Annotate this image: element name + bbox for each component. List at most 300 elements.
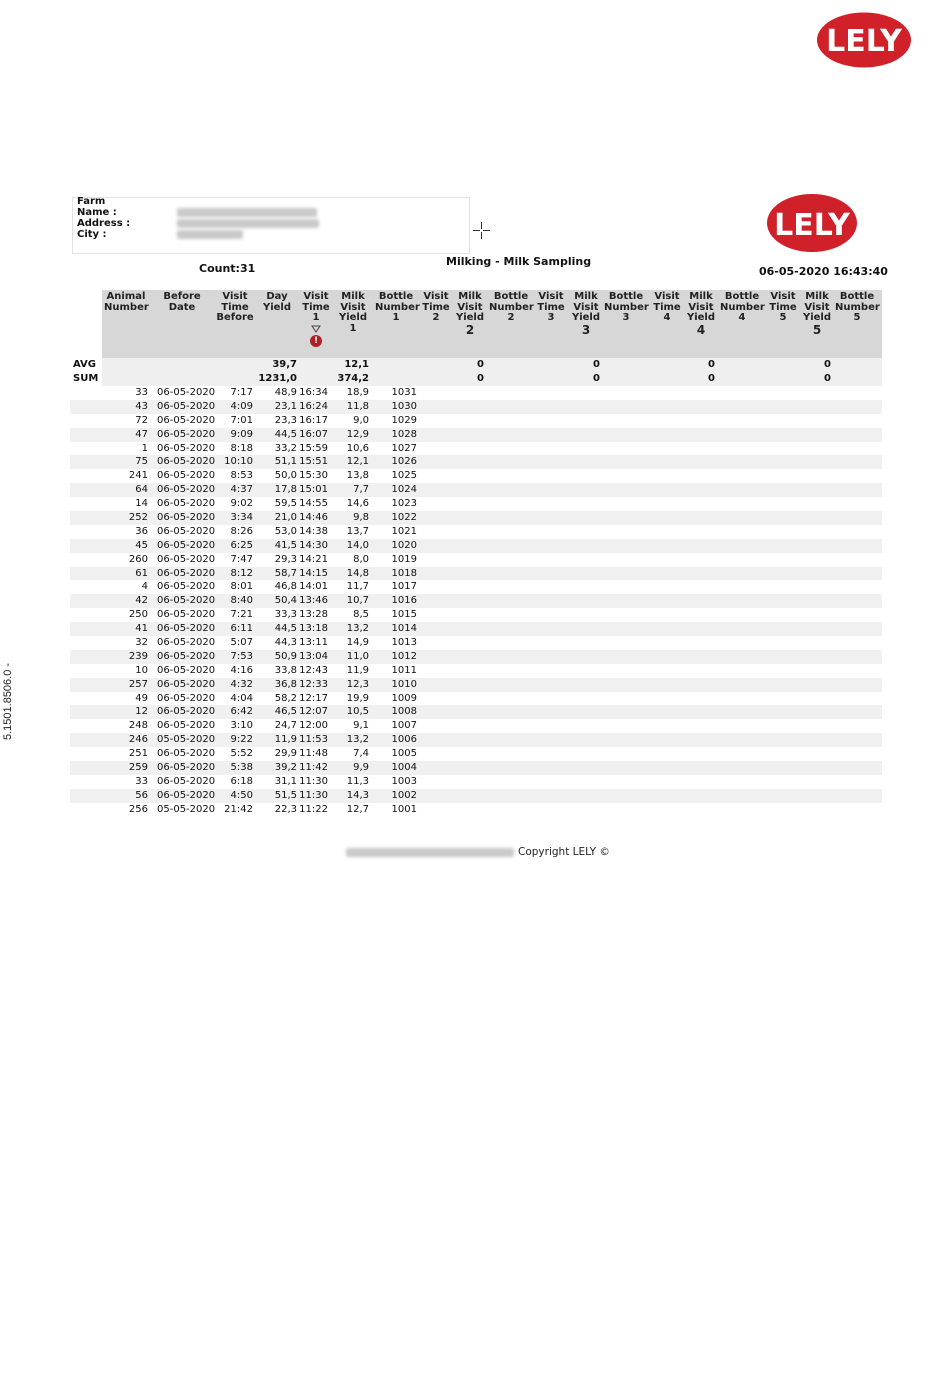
bottle-number-1: 1007 [391, 720, 417, 732]
animal-number: 75 [135, 456, 148, 468]
visit-time-1: 14:21 [299, 553, 328, 565]
visit-time-before: 9:09 [230, 428, 253, 440]
column-header[interactable] [536, 292, 566, 324]
visit-time-1: 13:46 [299, 595, 328, 607]
column-header[interactable] [104, 292, 148, 313]
column-header[interactable] [338, 292, 368, 334]
bottle-number-1: 1030 [391, 400, 417, 412]
visit-time-1: 16:34 [299, 387, 328, 398]
table-row[interactable] [70, 414, 882, 428]
column-header-line: Visit [804, 301, 830, 313]
before-date: 06-05-2020 [157, 720, 216, 732]
before-date: 06-05-2020 [157, 595, 216, 607]
error-icon[interactable]: ! [310, 335, 322, 347]
column-header[interactable] [260, 292, 294, 313]
day-yield: 46,8 [274, 581, 297, 593]
day-yield: 23,1 [274, 400, 297, 412]
table-row[interactable] [70, 747, 882, 761]
table-row[interactable] [70, 622, 882, 636]
column-header[interactable] [301, 292, 331, 347]
column-header-line: Number [720, 301, 765, 313]
visit-time-1: 11:30 [299, 789, 328, 801]
column-header-line: Visit [770, 291, 796, 302]
bottle-number-1: 1023 [391, 498, 417, 510]
visit-time-before: 4:32 [230, 678, 253, 690]
bottle-number-1: 1006 [391, 734, 417, 746]
visit-time-1: 16:17 [299, 414, 328, 426]
day-yield: 31,1 [274, 775, 297, 787]
visit-time-before: 7:21 [230, 609, 253, 621]
column-header-line: Time [221, 301, 249, 313]
column-header-line: Yield [262, 301, 292, 313]
summary-milk-yield-4: 0 [708, 373, 715, 384]
before-date: 05-05-2020 [157, 803, 216, 815]
visit-time-1: 12:00 [299, 720, 328, 732]
summary-milk-yield-1: 12,1 [344, 359, 369, 370]
day-yield: 41,5 [274, 539, 297, 551]
day-yield: 46,5 [274, 706, 297, 718]
column-header[interactable] [421, 292, 451, 324]
column-header-line: Time [422, 301, 450, 313]
column-header-line: Yield [802, 312, 832, 323]
visit-time-1: 13:28 [299, 609, 328, 621]
table-row[interactable] [70, 775, 882, 789]
visit-time-before: 3:34 [230, 512, 253, 524]
column-header[interactable] [489, 292, 533, 324]
day-yield: 36,8 [274, 678, 297, 690]
column-header-line: 5 [779, 312, 787, 323]
table-row[interactable] [70, 636, 882, 650]
column-header[interactable] [835, 292, 879, 324]
before-date: 06-05-2020 [157, 609, 216, 621]
summary-milk-yield-2: 0 [477, 359, 484, 370]
animal-number: 61 [135, 567, 148, 579]
table-row[interactable] [70, 455, 882, 469]
milk-visit-yield-1: 14,6 [346, 498, 369, 510]
bottle-number-1: 1029 [391, 414, 417, 426]
animal-number: 248 [128, 720, 148, 732]
animal-number: 257 [128, 678, 148, 690]
column-header-line: Visit [222, 291, 248, 302]
visit-time-before: 9:02 [230, 498, 253, 510]
visit-time-1: 14:30 [299, 539, 328, 551]
column-header-line: Bottle [493, 291, 529, 302]
table-row[interactable] [70, 789, 882, 803]
day-yield: 51,5 [274, 789, 297, 801]
animal-number: 41 [135, 623, 148, 635]
table-row[interactable] [70, 594, 882, 608]
day-yield: 51,1 [274, 456, 297, 468]
visit-time-before: 7:47 [230, 553, 253, 565]
farm-label: Farm [77, 196, 106, 207]
animal-number: 4 [141, 581, 148, 593]
bottle-number-1: 1031 [391, 387, 417, 398]
record-count: Count:31 [199, 262, 256, 275]
column-header[interactable] [159, 292, 205, 313]
table-row[interactable] [70, 497, 882, 511]
column-header-line: Visit [688, 301, 714, 313]
before-date: 06-05-2020 [157, 456, 216, 468]
milk-visit-yield-1: 14,8 [346, 567, 369, 579]
animal-number: 252 [128, 512, 148, 524]
before-date: 06-05-2020 [157, 581, 216, 593]
animal-number: 33 [135, 775, 148, 787]
animal-number: 42 [135, 595, 148, 607]
visit-time-before: 7:01 [230, 414, 253, 426]
visit-time-before: 6:25 [230, 539, 253, 551]
column-header-line: Number [604, 301, 649, 313]
before-date: 06-05-2020 [157, 484, 216, 496]
bottle-number-1: 1022 [391, 512, 417, 524]
column-header-line: 2 [465, 322, 475, 337]
visit-time-1: 11:42 [299, 762, 328, 774]
column-header-line: 1 [349, 322, 357, 334]
visit-time-1: 16:24 [299, 400, 328, 412]
table-row[interactable] [70, 553, 882, 567]
visit-time-before: 7:17 [230, 387, 253, 398]
column-header-line: Before [216, 312, 254, 323]
logo-text: LELY [774, 208, 850, 243]
column-header[interactable] [800, 292, 834, 336]
table-row[interactable] [70, 442, 882, 456]
milk-sampling-table [70, 290, 882, 817]
bottle-number-1: 1009 [391, 692, 417, 704]
visit-time-1: 14:46 [299, 512, 328, 524]
column-header[interactable] [569, 292, 603, 336]
day-yield: 58,7 [274, 567, 297, 579]
column-header[interactable] [768, 292, 798, 324]
bottle-number-1: 1024 [391, 484, 417, 496]
visit-time-before: 5:07 [230, 637, 253, 649]
bottle-number-1: 1010 [391, 678, 417, 690]
visit-time-1: 11:22 [299, 803, 328, 815]
milk-visit-yield-1: 10,6 [346, 442, 369, 454]
bottle-number-1: 1012 [391, 650, 417, 662]
summary-milk-yield-5: 0 [824, 373, 831, 384]
table-row[interactable] [70, 400, 882, 414]
bottle-number-1: 1014 [391, 623, 417, 635]
column-header-line: 3 [581, 322, 591, 337]
visit-time-before: 6:18 [230, 775, 253, 787]
name-label: Name : [77, 207, 117, 218]
table-row[interactable] [70, 761, 882, 775]
visit-time-before: 4:04 [230, 692, 253, 704]
bottle-number-1: 1027 [391, 442, 417, 454]
visit-time-1: 15:30 [299, 470, 328, 482]
visit-time-before: 4:16 [230, 664, 253, 676]
column-header-line: Time [769, 301, 797, 313]
animal-number: 43 [135, 400, 148, 412]
logo-text: LELY [826, 24, 902, 59]
column-header[interactable] [720, 292, 764, 324]
milk-visit-yield-1: 10,5 [346, 706, 369, 718]
column-header-line: Animal [106, 291, 146, 302]
before-date: 06-05-2020 [157, 400, 216, 412]
table-row[interactable] [70, 511, 882, 525]
visit-time-1: 14:38 [299, 525, 328, 537]
day-yield: 11,9 [274, 734, 297, 746]
column-header-line: Number [489, 301, 534, 313]
milk-visit-yield-1: 11,0 [346, 650, 369, 662]
before-date: 06-05-2020 [157, 789, 216, 801]
bottle-number-1: 1005 [391, 748, 417, 760]
table-row[interactable] [70, 469, 882, 483]
milk-visit-yield-1: 13,8 [346, 470, 369, 482]
milk-visit-yield-1: 7,4 [353, 748, 369, 760]
bottle-number-1: 1025 [391, 470, 417, 482]
column-header-line: Bottle [608, 291, 644, 302]
day-yield: 29,3 [274, 553, 297, 565]
animal-number: 14 [135, 498, 148, 510]
animal-number: 10 [135, 664, 148, 676]
visit-time-before: 6:42 [230, 706, 253, 718]
column-header-line: Visit [340, 301, 366, 313]
day-yield: 22,3 [274, 803, 297, 815]
before-date: 06-05-2020 [157, 442, 216, 454]
before-date: 06-05-2020 [157, 539, 216, 551]
table-row[interactable] [70, 567, 882, 581]
bottle-number-1: 1002 [391, 789, 417, 801]
visit-time-before: 8:53 [230, 470, 253, 482]
visit-time-1: 14:01 [299, 581, 328, 593]
summary-milk-yield-3: 0 [593, 359, 600, 370]
day-yield: 58,2 [274, 692, 297, 704]
animal-number: 47 [135, 428, 148, 440]
visit-time-before: 9:22 [230, 734, 253, 746]
column-header-line: 3 [622, 312, 630, 323]
day-yield: 29,9 [274, 748, 297, 760]
lely-logo-icon [815, 11, 913, 69]
day-yield: 53,0 [274, 525, 297, 537]
farm-labels [77, 196, 130, 240]
column-header-line: Day [266, 291, 288, 302]
column-header[interactable] [652, 292, 682, 324]
table-row[interactable] [70, 664, 882, 678]
bottle-number-1: 1003 [391, 775, 417, 787]
before-date: 06-05-2020 [157, 567, 216, 579]
visit-time-before: 8:01 [230, 581, 253, 593]
animal-number: 241 [128, 470, 148, 482]
visit-time-1: 13:11 [299, 637, 328, 649]
bottle-number-1: 1017 [391, 581, 417, 593]
animal-number: 251 [128, 748, 148, 760]
table-row[interactable] [70, 719, 882, 733]
footer [346, 846, 610, 858]
before-date: 06-05-2020 [157, 762, 216, 774]
column-header[interactable] [604, 292, 648, 324]
animal-number: 64 [135, 484, 148, 496]
summary-milk-yield-4: 0 [708, 359, 715, 370]
column-header-line: Bottle [839, 291, 875, 302]
table-row[interactable] [70, 733, 882, 747]
visit-time-before: 10:10 [224, 456, 253, 468]
before-date: 06-05-2020 [157, 637, 216, 649]
milk-visit-yield-1: 18,9 [346, 387, 369, 398]
visit-time-1: 12:07 [299, 706, 328, 718]
copyright-text: Copyright LELY © [518, 846, 610, 858]
column-header-line: 4 [738, 312, 746, 323]
column-header-line: 5 [812, 322, 822, 337]
avg-row [70, 358, 882, 372]
milk-visit-yield-1: 9,1 [353, 720, 369, 732]
table-row[interactable] [70, 428, 882, 442]
animal-number: 246 [128, 734, 148, 746]
bottle-number-1: 1004 [391, 762, 417, 774]
visit-time-1: 15:51 [299, 456, 328, 468]
visit-time-1: 13:18 [299, 623, 328, 635]
table-row[interactable] [70, 803, 882, 817]
milk-visit-yield-1: 14,3 [346, 789, 369, 801]
visit-time-before: 4:37 [230, 484, 253, 496]
day-yield: 44,5 [274, 623, 297, 635]
column-header-line: Yield [338, 312, 368, 323]
bottle-number-1: 1021 [391, 525, 417, 537]
day-yield: 50,4 [274, 595, 297, 607]
column-header-line: Number [375, 301, 420, 313]
column-header-line: Yield [571, 312, 601, 323]
day-yield: 33,3 [274, 609, 297, 621]
table-row[interactable] [70, 705, 882, 719]
visit-time-before: 8:26 [230, 525, 253, 537]
table-row[interactable] [70, 580, 882, 594]
day-yield: 33,2 [274, 442, 297, 454]
column-header-line: Visit [423, 291, 449, 302]
redacted-footer [346, 848, 514, 857]
table-row[interactable] [70, 483, 882, 497]
column-header-line: Visit [303, 291, 329, 302]
visit-time-before: 4:09 [230, 400, 253, 412]
table-row[interactable] [70, 692, 882, 706]
table-row[interactable] [70, 386, 882, 400]
column-header-line: 3 [547, 312, 555, 323]
milk-visit-yield-1: 13,7 [346, 525, 369, 537]
column-header-line: 4 [663, 312, 671, 323]
animal-number: 49 [135, 692, 148, 704]
bottle-number-1: 1018 [391, 567, 417, 579]
milk-visit-yield-1: 12,7 [346, 803, 369, 815]
column-header[interactable] [375, 291, 420, 324]
before-date: 06-05-2020 [157, 414, 216, 426]
summary-milk-yield-5: 0 [824, 359, 831, 370]
bottle-number-1: 1026 [391, 456, 417, 468]
visit-time-before: 8:12 [230, 567, 253, 579]
before-date: 06-05-2020 [157, 525, 216, 537]
sum-row [70, 372, 882, 386]
visit-time-1: 12:17 [299, 692, 328, 704]
column-header-line: 2 [507, 312, 515, 323]
visit-time-before: 6:11 [230, 623, 253, 635]
column-header[interactable] [216, 292, 254, 324]
milk-visit-yield-1: 12,3 [346, 678, 369, 690]
before-date: 06-05-2020 [157, 775, 216, 787]
column-header-line: Yield [455, 312, 485, 323]
visit-time-before: 4:50 [230, 789, 253, 801]
animal-number: 259 [128, 762, 148, 774]
milk-visit-yield-1: 8,0 [353, 553, 369, 565]
animal-number: 256 [128, 803, 148, 815]
animal-number: 45 [135, 539, 148, 551]
column-header-line: Date [168, 301, 196, 313]
milk-visit-yield-1: 7,7 [353, 484, 369, 496]
address-label: Address : [77, 218, 131, 229]
milk-visit-yield-1: 11,9 [346, 664, 369, 676]
day-yield: 50,9 [274, 650, 297, 662]
table-row[interactable] [70, 608, 882, 622]
day-yield: 44,3 [274, 637, 297, 649]
visit-time-1: 14:15 [299, 567, 328, 579]
column-header-line: Visit [538, 291, 564, 302]
milk-visit-yield-1: 9,8 [353, 512, 369, 524]
table-row[interactable] [70, 650, 882, 664]
column-header-line: Before [163, 291, 201, 302]
column-header[interactable] [684, 292, 718, 336]
document-code-text: 5.1501.8506.0 - [2, 662, 14, 740]
before-date: 06-05-2020 [157, 678, 216, 690]
bottle-number-1: 1028 [391, 428, 417, 440]
animal-number: 239 [128, 650, 148, 662]
animal-number: 12 [135, 706, 148, 718]
milk-visit-yield-1: 9,9 [353, 762, 369, 774]
column-header-line: Time [302, 301, 330, 313]
summary-milk-yield-1: 374,2 [337, 373, 369, 384]
before-date: 06-05-2020 [157, 470, 216, 482]
day-yield: 39,2 [274, 762, 297, 774]
summary-label: AVG [73, 359, 97, 370]
bottle-number-1: 1016 [391, 595, 417, 607]
table-body [70, 386, 882, 817]
table-row[interactable] [70, 678, 882, 692]
visit-time-1: 15:01 [299, 484, 328, 496]
day-yield: 48,9 [274, 387, 297, 398]
column-header-line: Milk [458, 291, 482, 302]
before-date: 06-05-2020 [157, 498, 216, 510]
milk-visit-yield-1: 13,2 [346, 734, 369, 746]
animal-number: 1 [141, 442, 148, 454]
column-header[interactable] [453, 292, 487, 336]
day-yield: 44,5 [274, 428, 297, 440]
crosshair-cursor-icon [473, 222, 490, 239]
visit-time-1: 14:55 [299, 498, 328, 510]
table-row[interactable] [70, 539, 882, 553]
visit-time-before: 21:42 [224, 803, 253, 815]
milk-visit-yield-1: 11,3 [346, 775, 369, 787]
visit-time-before: 3:10 [230, 720, 253, 732]
milk-visit-yield-1: 8,5 [353, 609, 369, 621]
milk-visit-yield-1: 14,0 [346, 539, 369, 551]
visit-time-1: 11:53 [299, 734, 328, 746]
bottle-number-1: 1011 [391, 664, 417, 676]
summary-day-yield: 39,7 [272, 359, 297, 370]
day-yield: 21,0 [274, 512, 297, 524]
column-header-line: Bottle [724, 291, 760, 302]
table-row[interactable] [70, 525, 882, 539]
animal-number: 56 [135, 789, 148, 801]
visit-time-1: 11:30 [299, 775, 328, 787]
milk-visit-yield-1: 10,7 [346, 595, 369, 607]
sort-down-icon[interactable] [311, 325, 321, 333]
milk-visit-yield-1: 19,9 [346, 692, 369, 704]
before-date: 06-05-2020 [157, 664, 216, 676]
milk-visit-yield-1: 9,0 [353, 414, 369, 426]
visit-time-1: 11:48 [299, 748, 328, 760]
report-date: 06-05-2020 16:43:40 [759, 265, 888, 278]
column-header-line: Yield [686, 312, 716, 323]
lely-logo-report [765, 192, 859, 254]
before-date: 06-05-2020 [157, 512, 216, 524]
before-date: 06-05-2020 [157, 553, 216, 565]
milk-visit-yield-1: 12,1 [346, 456, 369, 468]
milk-visit-yield-1: 14,9 [346, 637, 369, 649]
